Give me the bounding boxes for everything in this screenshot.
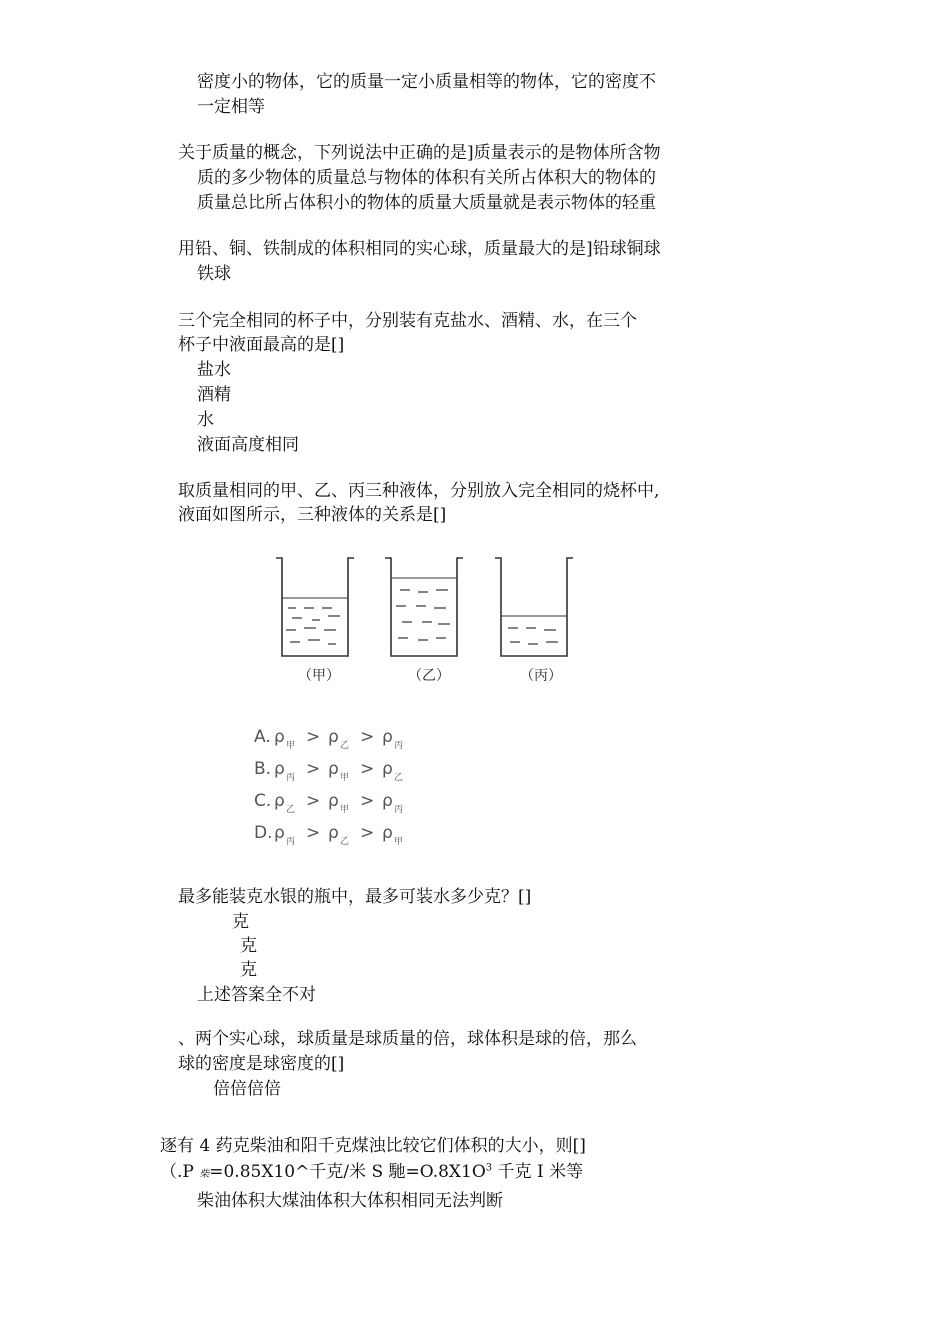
q4-line2: 杯子中液面最高的是[] bbox=[178, 335, 345, 355]
greater-than-sign: > bbox=[360, 759, 375, 779]
q7-line2: 球的密度是球密度的[] bbox=[178, 1054, 345, 1074]
rho-subscript: 丙 bbox=[286, 773, 296, 783]
rho-symbol: ρ bbox=[382, 823, 393, 843]
q4-line1: 三个完全相同的杯子中，分别装有克盐水、酒精、水，在三个 bbox=[178, 311, 637, 331]
rho-subscript: 乙 bbox=[340, 741, 350, 751]
rho-symbol: ρ bbox=[274, 791, 285, 811]
rho-subscript: 甲 bbox=[286, 741, 296, 751]
q4-option: 水 bbox=[197, 410, 214, 430]
q8-line2-a: （.P bbox=[160, 1162, 200, 1182]
rho-symbol: ρ bbox=[328, 759, 339, 779]
rho-subscript: 乙 bbox=[394, 773, 404, 783]
rho-symbol: ρ bbox=[274, 823, 285, 843]
q6-option: 克 bbox=[240, 936, 257, 956]
rho-symbol: ρ bbox=[382, 791, 393, 811]
rho-subscript: 乙 bbox=[340, 837, 350, 847]
rho-subscript: 乙 bbox=[286, 805, 296, 815]
beaker-label: （乙） bbox=[408, 668, 450, 684]
q4-option: 液面高度相同 bbox=[197, 435, 299, 455]
rho-symbol: ρ bbox=[328, 823, 339, 843]
rho-symbol: ρ bbox=[328, 791, 339, 811]
rho-subscript: 甲 bbox=[340, 805, 350, 815]
q2-line1: 关于质量的概念，下列说法中正确的是]质量表示的是物体所含物 bbox=[178, 143, 661, 163]
q7-line1: 、两个实心球，球质量是球质量的倍，球体积是球的倍，那么 bbox=[178, 1029, 637, 1049]
rho-subscript: 甲 bbox=[340, 773, 350, 783]
q4-option: 酒精 bbox=[197, 385, 231, 405]
density-choices bbox=[250, 720, 450, 855]
rho-subscript: 丙 bbox=[394, 805, 404, 815]
beakers-figure bbox=[270, 550, 590, 690]
q3-line2: 铁球 bbox=[197, 264, 231, 284]
greater-than-sign: > bbox=[306, 823, 321, 843]
q8-line1: 逐有 4 药克柴油和阳千克煤浊比较它们体积的大小，则[] bbox=[160, 1136, 586, 1156]
beaker-label: （丙） bbox=[520, 668, 562, 684]
greater-than-sign: > bbox=[306, 759, 321, 779]
greater-than-sign: > bbox=[306, 727, 321, 747]
choice-letter: C. bbox=[254, 791, 272, 811]
q8-line2-c: 千克 I 米等 bbox=[492, 1162, 584, 1182]
beaker-jia bbox=[276, 558, 354, 656]
beaker-yi bbox=[385, 558, 463, 656]
q8-line2-sub: 柴 bbox=[199, 1169, 210, 1180]
q6-option: 上述答案全不对 bbox=[197, 985, 316, 1005]
q8-line3: 柴油体积大煤油体积大体积相同无法判断 bbox=[197, 1191, 503, 1211]
choice-letter: A. bbox=[254, 727, 271, 747]
choice-letter: D. bbox=[254, 823, 273, 843]
rho-subscript: 丙 bbox=[286, 837, 296, 847]
rho-subscript: 丙 bbox=[394, 741, 404, 751]
q8-line2 bbox=[160, 1160, 583, 1187]
q1-line1: 密度小的物体，它的质量一定小质量相等的物体，它的密度不 bbox=[197, 72, 656, 92]
rho-symbol: ρ bbox=[382, 759, 393, 779]
choice-letter: B. bbox=[254, 759, 272, 779]
q6-option: 克 bbox=[240, 960, 257, 980]
greater-than-sign: > bbox=[306, 791, 321, 811]
beaker-bing bbox=[495, 558, 573, 656]
q7-options: 倍倍倍倍 bbox=[213, 1079, 281, 1099]
q8-line2-sup: 3 bbox=[485, 1162, 493, 1174]
q5-line2: 液面如图所示，三种液体的关系是[] bbox=[178, 505, 447, 525]
rho-subscript: 甲 bbox=[394, 837, 404, 847]
q3-line1: 用铅、铜、铁制成的体积相同的实心球，质量最大的是]铅球铜球 bbox=[178, 239, 661, 259]
q8-line2-b: =0.85X10^千克/米 S 馳=O.8X1O bbox=[209, 1162, 486, 1182]
q4-option: 盐水 bbox=[197, 360, 231, 380]
rho-symbol: ρ bbox=[274, 759, 285, 779]
q2-line2: 质的多少物体的质量总与物体的体积有关所占体积大的物体的 bbox=[197, 168, 656, 188]
q5-line1: 取质量相同的甲、乙、丙三种液体，分别放入完全相同的烧杯中, bbox=[178, 481, 660, 501]
q1-line2: 一定相等 bbox=[197, 97, 265, 117]
q2-line3: 质量总比所占体积小的物体的质量大质量就是表示物体的轻重 bbox=[197, 193, 656, 213]
q6-line1: 最多能装克水银的瓶中，最多可装水多少克？[] bbox=[178, 887, 532, 907]
greater-than-sign: > bbox=[360, 727, 375, 747]
rho-symbol: ρ bbox=[328, 727, 339, 747]
q6-option: 克 bbox=[232, 912, 249, 932]
greater-than-sign: > bbox=[360, 823, 375, 843]
rho-symbol: ρ bbox=[274, 727, 285, 747]
greater-than-sign: > bbox=[360, 791, 375, 811]
rho-symbol: ρ bbox=[382, 727, 393, 747]
beaker-label: （甲） bbox=[298, 668, 340, 684]
